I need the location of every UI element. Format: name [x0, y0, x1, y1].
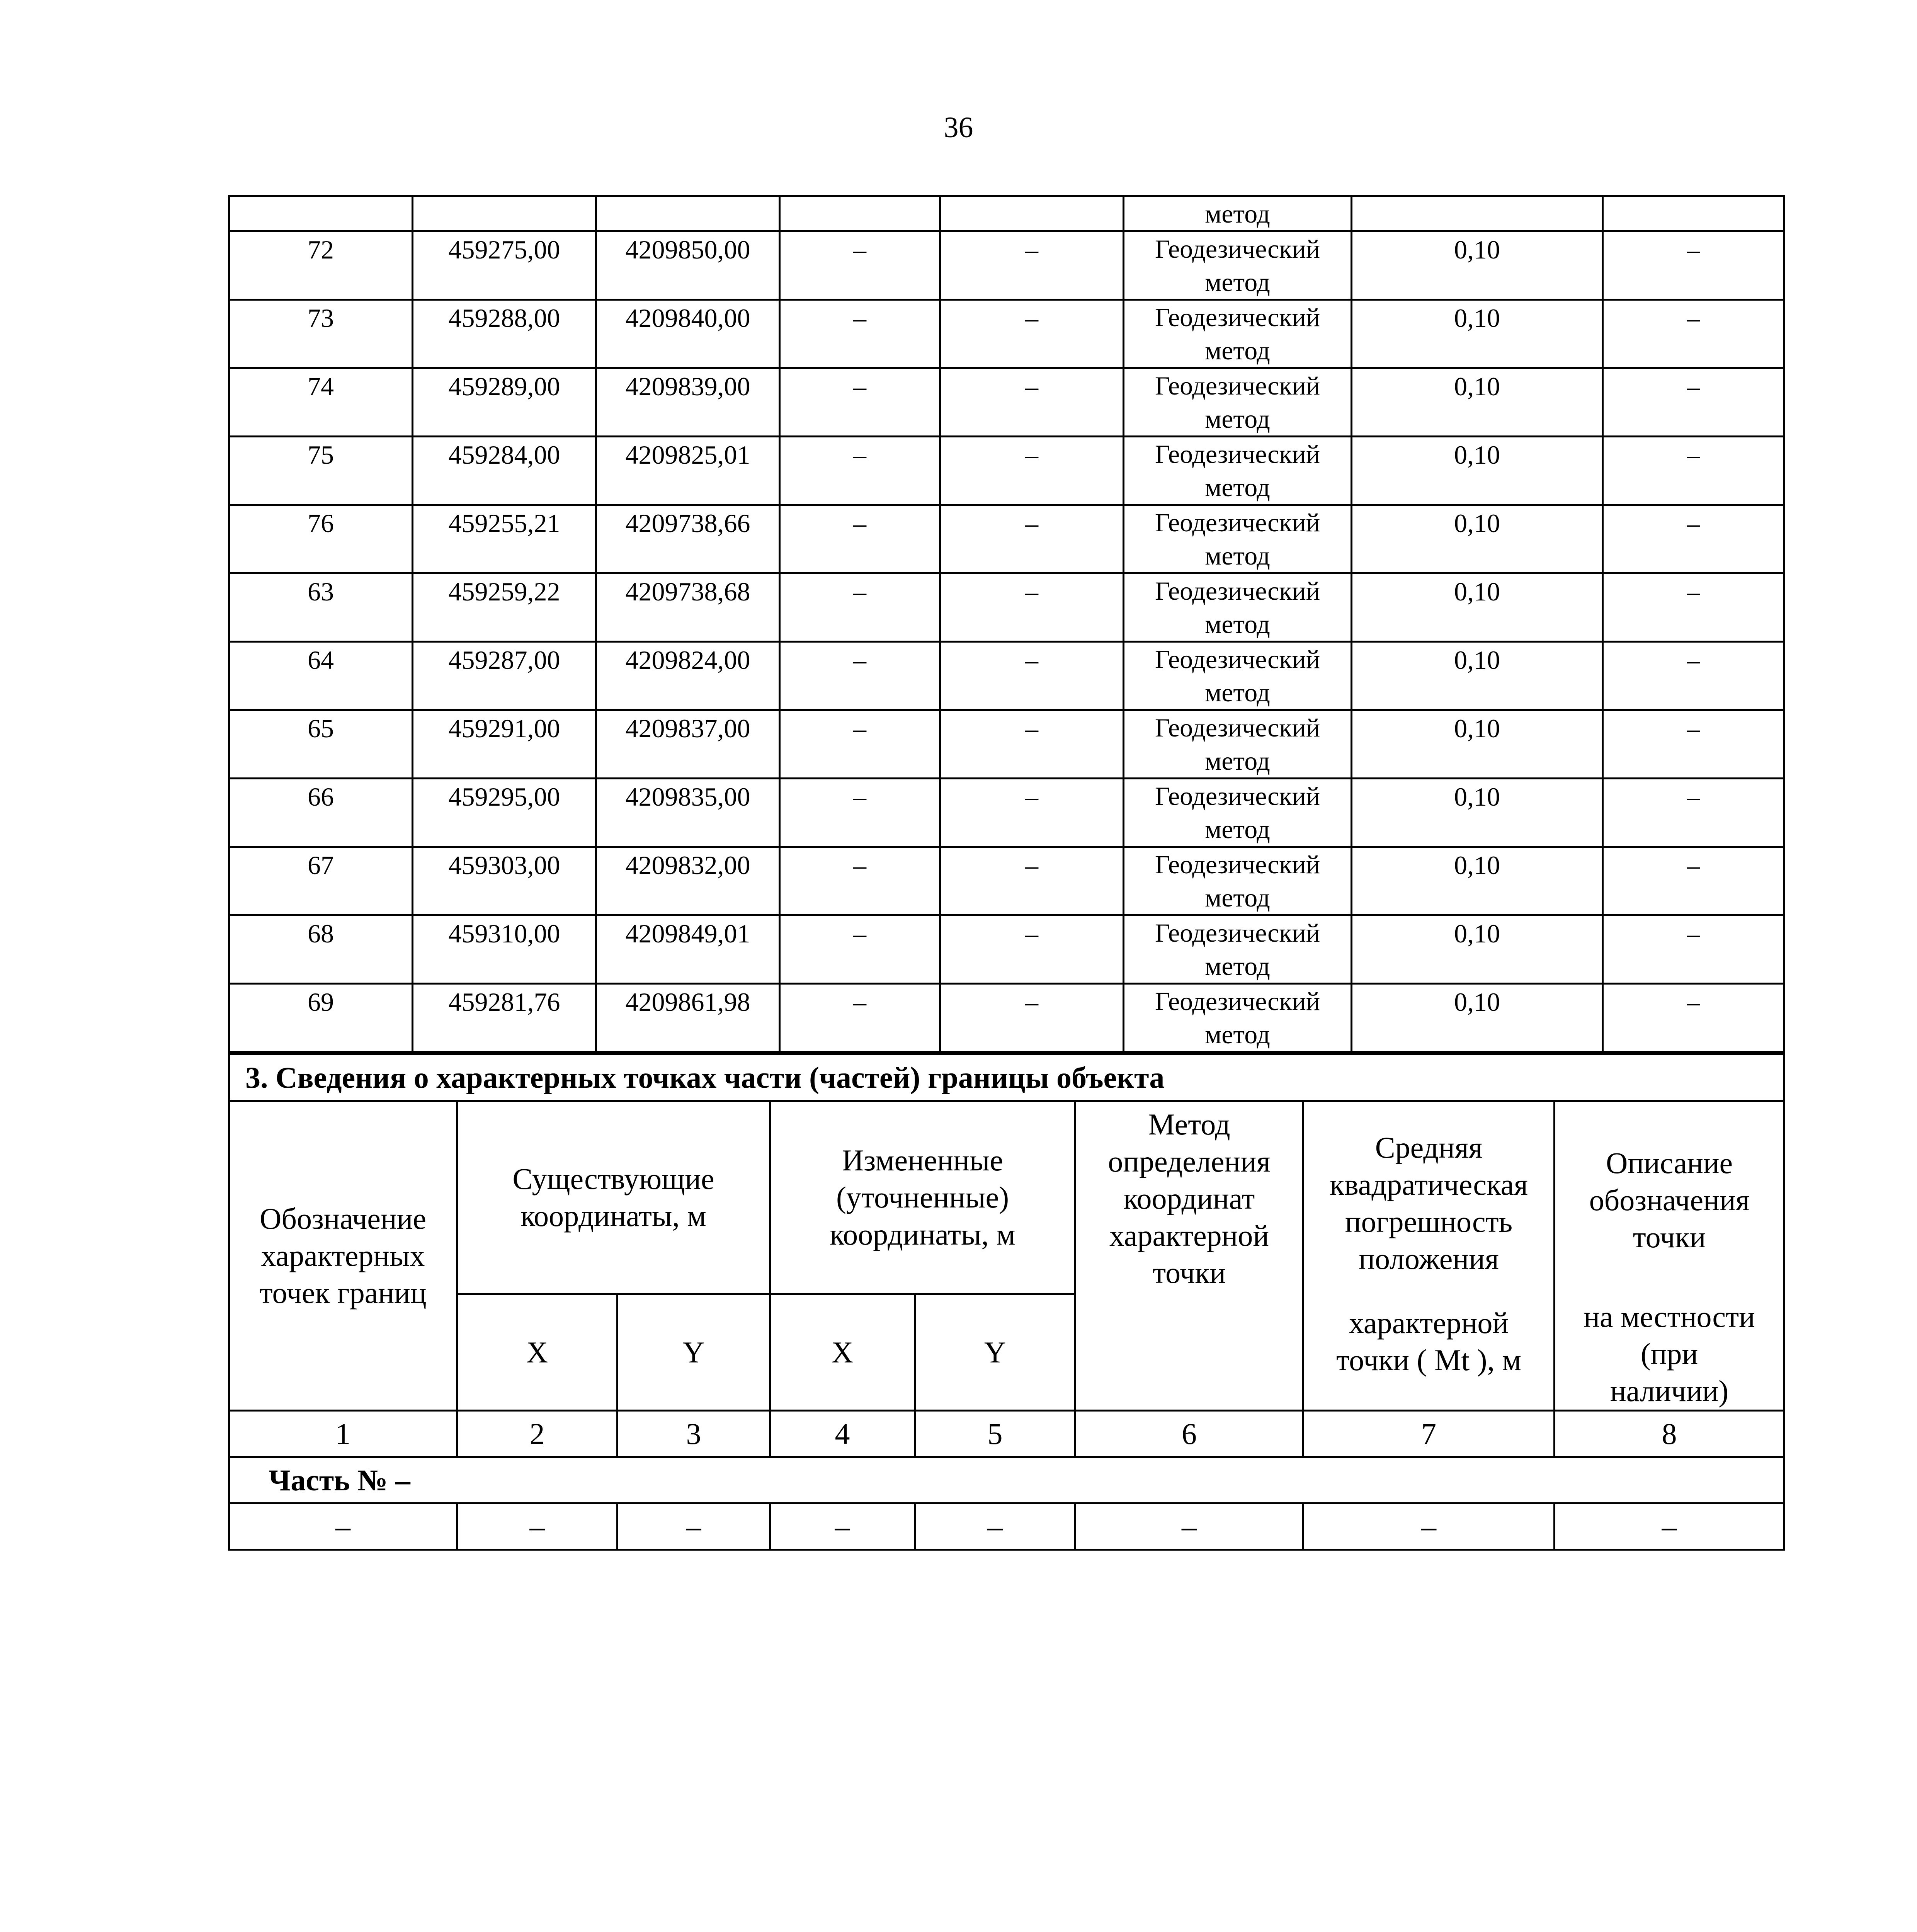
page-number: 36 — [944, 111, 973, 144]
table-row — [229, 642, 1784, 710]
table-row — [229, 779, 1784, 847]
accuracy-cell: 0,10 — [1352, 984, 1603, 1052]
x-new-cell: – — [780, 984, 940, 1052]
point-cell: 65 — [229, 710, 413, 779]
table-cell: – — [915, 1503, 1075, 1550]
table-row — [229, 984, 1784, 1052]
description-cell: – — [1603, 779, 1784, 847]
column-number: 8 — [1555, 1411, 1784, 1457]
accuracy-cell: 0,10 — [1352, 368, 1603, 437]
table-cell: – — [770, 1503, 915, 1550]
method-cell: Геодезический метод — [1124, 368, 1352, 437]
table-cell: – — [1555, 1503, 1784, 1550]
table-cell: – — [457, 1503, 617, 1550]
y-new-cell: – — [940, 300, 1124, 368]
characteristic-points-table — [228, 1053, 1785, 1551]
method-cell: Геодезический метод — [1124, 847, 1352, 915]
x-cell: 459310,00 — [413, 915, 596, 984]
y-new-cell: – — [940, 368, 1124, 437]
y-new-cell: – — [940, 847, 1124, 915]
point-cell: 76 — [229, 505, 413, 573]
table-row — [229, 300, 1784, 368]
header-point-designation: Обозначение характерных точек границ — [229, 1101, 457, 1411]
table-row — [229, 915, 1784, 984]
description-cell: – — [1603, 300, 1784, 368]
accuracy-cell: 0,10 — [1352, 573, 1603, 642]
y-cell: 4209840,00 — [596, 300, 780, 368]
column-number: 6 — [1075, 1411, 1303, 1457]
column-numbers-row — [229, 1411, 1784, 1457]
x-new-cell: – — [780, 505, 940, 573]
x-new-cell: – — [780, 710, 940, 779]
table-row — [229, 1503, 1784, 1550]
y-cell: 4209837,00 — [596, 710, 780, 779]
x-cell: 459259,22 — [413, 573, 596, 642]
x-new-cell: – — [780, 231, 940, 300]
y-cell: 4209850,00 — [596, 231, 780, 300]
description-cell: – — [1603, 847, 1784, 915]
y-new-cell: – — [940, 779, 1124, 847]
y-cell: 4209832,00 — [596, 847, 780, 915]
column-number: 2 — [457, 1411, 617, 1457]
accuracy-cell: 0,10 — [1352, 915, 1603, 984]
method-cell: Геодезический метод — [1124, 437, 1352, 505]
y-new-cell: – — [940, 573, 1124, 642]
header-x-existing: X — [457, 1294, 617, 1411]
x-new-cell: – — [780, 642, 940, 710]
description-cell: – — [1603, 642, 1784, 710]
column-number: 4 — [770, 1411, 915, 1457]
accuracy-cell: 0,10 — [1352, 779, 1603, 847]
method-cell: Геодезический метод — [1124, 984, 1352, 1052]
table-cell: – — [617, 1503, 770, 1550]
y-cell: 4209835,00 — [596, 779, 780, 847]
method-cell: Геодезический метод — [1124, 779, 1352, 847]
table-row — [229, 573, 1784, 642]
point-cell: 68 — [229, 915, 413, 984]
x-cell: 459275,00 — [413, 231, 596, 300]
table-cell: – — [1075, 1503, 1303, 1550]
header-x-changed: X — [770, 1294, 915, 1411]
x-new-cell: – — [780, 779, 940, 847]
method-cell: Геодезический метод — [1124, 300, 1352, 368]
column-number: 3 — [617, 1411, 770, 1457]
y-new-cell: – — [940, 437, 1124, 505]
description-cell: – — [1603, 984, 1784, 1052]
y-new-cell: – — [940, 642, 1124, 710]
point-cell: 72 — [229, 231, 413, 300]
y-cell: 4209849,01 — [596, 915, 780, 984]
method-cell: Геодезический метод — [1124, 231, 1352, 300]
y-new-cell: – — [940, 710, 1124, 779]
description-cell: – — [1603, 710, 1784, 779]
x-cell: 459287,00 — [413, 642, 596, 710]
header-existing-coordinates: Существующие координаты, м — [457, 1101, 770, 1294]
header-y-existing: Y — [617, 1294, 770, 1411]
table-row — [229, 505, 1784, 573]
x-cell: 459284,00 — [413, 437, 596, 505]
description-cell: – — [1603, 368, 1784, 437]
x-new-cell: – — [780, 573, 940, 642]
x-new-cell: – — [780, 300, 940, 368]
accuracy-cell: 0,10 — [1352, 847, 1603, 915]
y-cell: 4209861,98 — [596, 984, 780, 1052]
description-cell: – — [1603, 915, 1784, 984]
x-cell: 459291,00 — [413, 710, 596, 779]
part-label: Часть № – — [229, 1457, 1784, 1503]
x-new-cell: – — [780, 368, 940, 437]
x-cell: 459303,00 — [413, 847, 596, 915]
point-cell: 63 — [229, 573, 413, 642]
x-cell: 459289,00 — [413, 368, 596, 437]
accuracy-cell: 0,10 — [1352, 300, 1603, 368]
y-cell: 4209738,66 — [596, 505, 780, 573]
description-cell: – — [1603, 231, 1784, 300]
method-cell: метод — [1124, 196, 1352, 231]
accuracy-cell: 0,10 — [1352, 642, 1603, 710]
accuracy-cell: 0,10 — [1352, 710, 1603, 779]
point-cell: 74 — [229, 368, 413, 437]
method-cell: Геодезический метод — [1124, 710, 1352, 779]
point-cell: 66 — [229, 779, 413, 847]
method-cell: Геодезический метод — [1124, 642, 1352, 710]
y-cell: 4209824,00 — [596, 642, 780, 710]
header-method: Метод определения координат характерной точки — [1075, 1101, 1303, 1411]
accuracy-cell: 0,10 — [1352, 231, 1603, 300]
table-cell: – — [229, 1503, 457, 1550]
point-cell: 75 — [229, 437, 413, 505]
x-cell: 459295,00 — [413, 779, 596, 847]
y-cell: 4209738,68 — [596, 573, 780, 642]
table-row-continuation — [229, 196, 1784, 231]
table-row — [229, 437, 1784, 505]
x-new-cell: – — [780, 437, 940, 505]
description-cell: – — [1603, 437, 1784, 505]
coordinates-table — [228, 195, 1785, 1053]
column-number: 7 — [1303, 1411, 1555, 1457]
header-changed-coordinates: Измененные (уточненные) координаты, м — [770, 1101, 1075, 1294]
y-new-cell: – — [940, 984, 1124, 1052]
table-row — [229, 231, 1784, 300]
header-description: Описание обозначения точки на местности (при наличии) — [1555, 1101, 1784, 1411]
x-cell: 459288,00 — [413, 300, 596, 368]
method-cell: Геодезический метод — [1124, 505, 1352, 573]
section-title: 3. Сведения о характерных точках части (частей) границы объекта — [229, 1054, 1784, 1101]
header-accuracy: Средняя квадратическая погрешность положения характерной точки ( Mt ), м — [1303, 1101, 1555, 1411]
y-new-cell: – — [940, 915, 1124, 984]
accuracy-cell: 0,10 — [1352, 505, 1603, 573]
method-cell: Геодезический метод — [1124, 573, 1352, 642]
y-new-cell: – — [940, 505, 1124, 573]
y-new-cell: – — [940, 231, 1124, 300]
x-cell: 459281,76 — [413, 984, 596, 1052]
column-number: 5 — [915, 1411, 1075, 1457]
table-row — [229, 710, 1784, 779]
point-cell: 69 — [229, 984, 413, 1052]
x-new-cell: – — [780, 915, 940, 984]
description-cell: – — [1603, 573, 1784, 642]
column-number: 1 — [229, 1411, 457, 1457]
y-cell: 4209839,00 — [596, 368, 780, 437]
point-cell: 67 — [229, 847, 413, 915]
y-cell: 4209825,01 — [596, 437, 780, 505]
point-cell: 73 — [229, 300, 413, 368]
header-y-changed: Y — [915, 1294, 1075, 1411]
accuracy-cell: 0,10 — [1352, 437, 1603, 505]
x-cell: 459255,21 — [413, 505, 596, 573]
table-row — [229, 368, 1784, 437]
x-new-cell: – — [780, 847, 940, 915]
method-cell: Геодезический метод — [1124, 915, 1352, 984]
point-cell: 64 — [229, 642, 413, 710]
description-cell: – — [1603, 505, 1784, 573]
table-row — [229, 847, 1784, 915]
table-cell: – — [1303, 1503, 1555, 1550]
